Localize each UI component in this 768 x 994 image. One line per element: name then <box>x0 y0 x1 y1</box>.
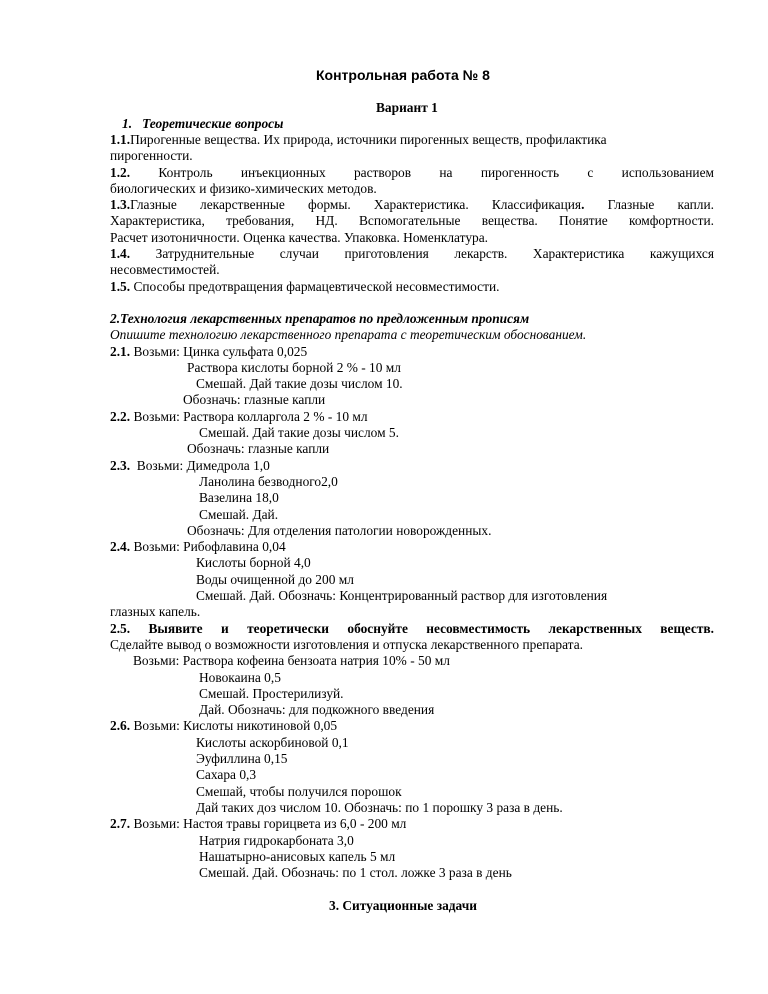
recipe-2-2-line: Смешай. Дай такие дозы числом 5. <box>199 425 399 440</box>
recipe-2-2-line: Обозначь: глазные капли <box>187 441 330 456</box>
recipe-2-6-line: Кислоты аскорбиновой 0,1 <box>196 735 349 750</box>
question-1-5: 1.5. Способы предотвращения фармацевтической несовместимости. <box>110 279 500 294</box>
recipe-2-3-line: Обозначь: Для отделения патологии новорожденных. <box>187 523 492 538</box>
recipe-2-4-line: глазных капель. <box>110 604 201 619</box>
recipe-2-6-line: Сахара 0,3 <box>196 767 257 782</box>
recipe-2-4-line: Воды очищенной до 200 мл <box>196 572 354 587</box>
question-1-3-cont: Характеристика, требования, НД. Вспомогательные вещества. Понятие комфортности. <box>110 213 714 228</box>
recipe-2-5-line: Дай. Обозначь: для подкожного введения <box>199 702 435 717</box>
question-1-3-cont2: Расчет изотоничности. Оценка качества. Упаковка. Номенклатура. <box>110 230 489 245</box>
question-1-1-cont: пирогенности. <box>110 148 193 163</box>
recipe-2-4: 2.4. Возьми: Рибофлавина 0,04 <box>110 539 286 554</box>
recipe-2-5-line: Новокаина 0,5 <box>199 670 281 685</box>
question-1-4: 1.4. Затруднительные случаи приготовления лекарств. Характеристика кажущихся <box>110 246 714 261</box>
recipe-2-6-line: Дай таких доз числом 10. Обозначь: по 1 порошку 3 раза в день. <box>196 800 563 815</box>
recipe-2-6-line: Смешай, чтобы получился порошок <box>196 784 402 799</box>
recipe-2-5-line: Возьми: Раствора кофеина бензоата натрия 10% - 50 мл <box>133 653 450 668</box>
recipe-2-1-line: Обозначь: глазные капли <box>183 392 326 407</box>
recipe-2-3-line: Вазелина 18,0 <box>199 490 279 505</box>
recipe-2-5-line: Смешай. Простерилизуй. <box>199 686 344 701</box>
recipe-2-5-line: Сделайте вывод о возможности изготовления и отпуска лекарственного препарата. <box>110 637 583 652</box>
recipe-2-1-line: Смешай. Дай такие дозы числом 10. <box>196 376 403 391</box>
recipe-2-2: 2.2. Возьми: Раствора колларгола 2 % - 10 мл <box>110 409 368 424</box>
recipe-2-6: 2.6. Возьми: Кислоты никотиновой 0,05 <box>110 718 338 733</box>
recipe-2-7-line: Смешай. Дай. Обозначь: по 1 стол. ложке 3 раза в день <box>199 865 512 880</box>
question-1-2-cont: биологических и физико-химических методов. <box>110 181 377 196</box>
question-1-1: 1.1.Пирогенные вещества. Их природа, источники пирогенных веществ, профилактика <box>110 132 607 147</box>
recipe-2-3: 2.3. Возьми: Димедрола 1,0 <box>110 458 270 473</box>
section2-subheading: Опишите технологию лекарственного препарата с теоретическим обоснованием. <box>110 327 587 342</box>
question-1-2: 1.2. Контроль инъекционных растворов на пирогенность с использованием <box>110 165 714 180</box>
recipe-2-4-line: Смешай. Дай. Обозначь: Концентрированный раствор для изготовления <box>196 588 608 603</box>
variant-heading: Вариант 1 <box>376 100 438 115</box>
recipe-2-1-line: Раствора кислоты борной 2 % - 10 мл <box>187 360 401 375</box>
recipe-2-6-line: Эуфиллина 0,15 <box>196 751 288 766</box>
section3-heading: 3. Ситуационные задачи <box>329 898 477 913</box>
question-1-3: 1.3.Глазные лекарственные формы. Характеристика. Классификация. Глазные капли. <box>110 197 714 212</box>
recipe-2-1: 2.1. Возьми: Цинка сульфата 0,025 <box>110 344 308 359</box>
recipe-2-7-line: Натрия гидрокарбоната 3,0 <box>199 833 354 848</box>
recipe-2-7: 2.7. Возьми: Настоя травы горицвета из 6,0 - 200 мл <box>110 816 407 831</box>
section2-heading: 2.Технология лекарственных препаратов по предложенным прописям <box>110 311 530 326</box>
document-title: Контрольная работа № 8 <box>316 67 490 83</box>
recipe-2-4-line: Кислоты борной 4,0 <box>196 555 311 570</box>
recipe-2-5-title: 2.5. Выявите и теоретически обоснуйте несовместимость лекарственных веществ. <box>110 621 714 636</box>
recipe-2-7-line: Нашатырно-анисовых капель 5 мл <box>199 849 396 864</box>
recipe-2-3-line: Смешай. Дай. <box>199 507 279 522</box>
recipe-2-3-line: Ланолина безводного2,0 <box>199 474 338 489</box>
question-1-4-cont: несовместимостей. <box>110 262 220 277</box>
section1-heading: 1. Теоретические вопросы <box>122 116 284 131</box>
